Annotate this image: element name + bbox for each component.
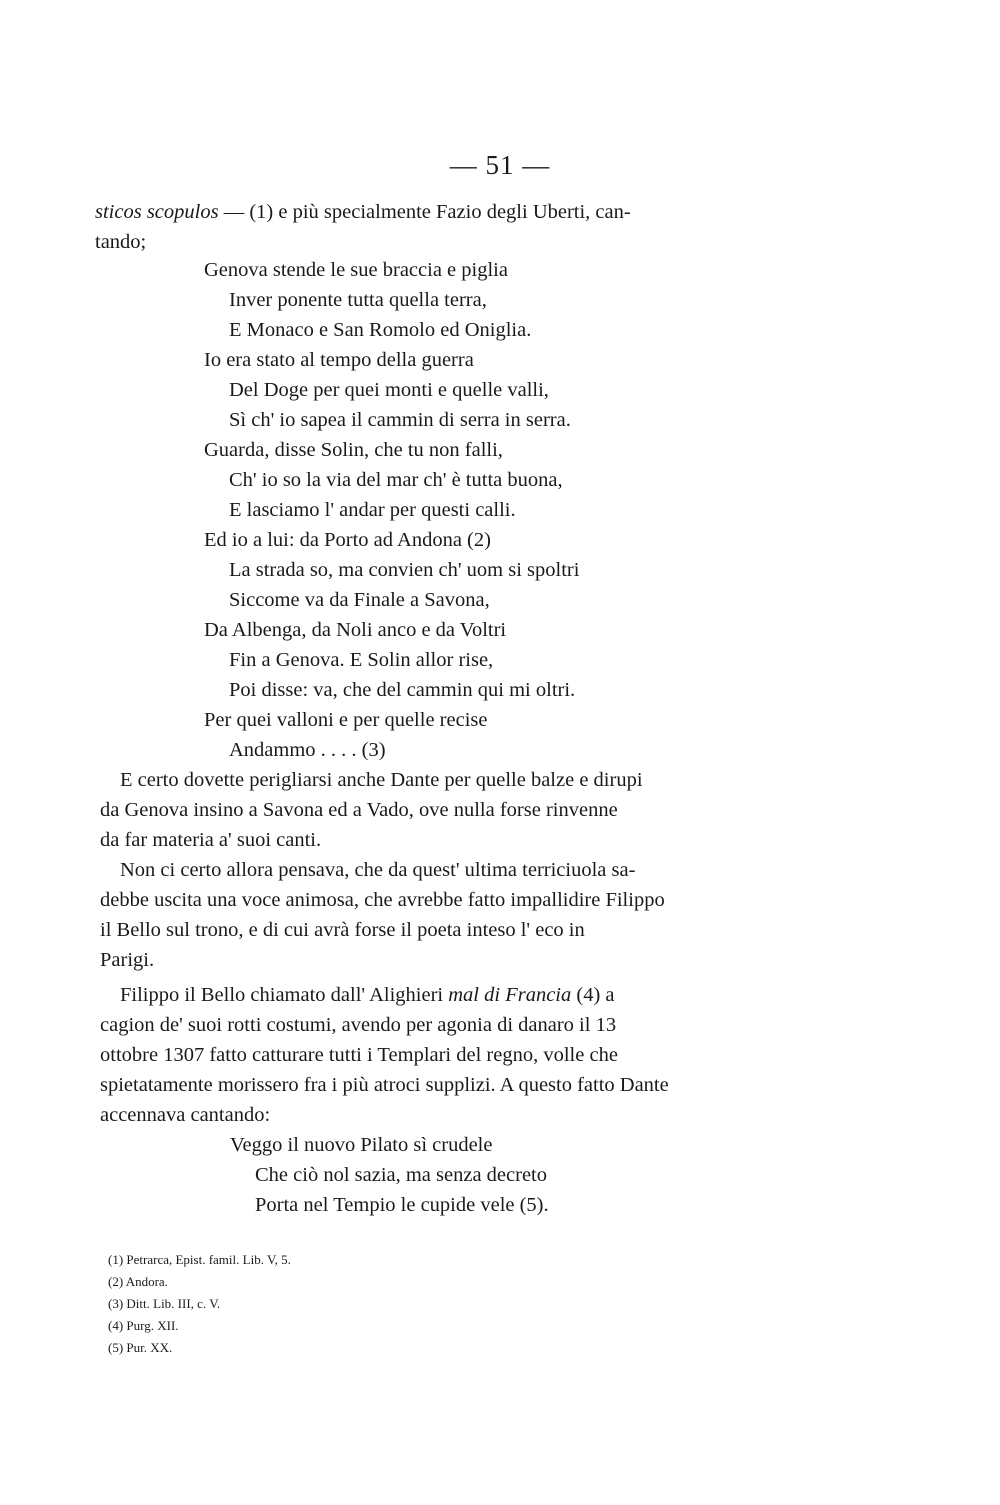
paragraph-line: accennava cantando: (100, 1104, 271, 1126)
intro-continuation: tando; (95, 231, 147, 253)
verse-line: Guarda, disse Solin, che tu non falli, (204, 439, 503, 461)
verse-line: Genova stende le sue braccia e piglia (204, 259, 508, 281)
paragraph-line: spietatamente morissero fra i più atroci supplizi. A questo fatto Dante (100, 1074, 669, 1096)
footnote: (3) Ditt. Lib. III, c. V. (108, 1296, 221, 1311)
intro-line (95, 202, 795, 223)
paragraph-italic: mal di Francia (448, 984, 572, 1006)
paragraph-line: ottobre 1307 fatto catturare tutti i Templari del regno, volle che (100, 1044, 618, 1066)
verse-line: Fin a Genova. E Solin allor rise, (229, 649, 494, 671)
verse-line: Sì ch' io sapea il cammin di serra in serra. (229, 409, 571, 431)
verse-line: Io era stato al tempo della guerra (204, 349, 474, 371)
paragraph-line (120, 985, 615, 1006)
paragraph-text: (4) a (571, 984, 615, 1006)
verse-line: Inver ponente tutta quella terra, (229, 289, 487, 311)
paragraph-line: il Bello sul trono, e di cui avrà forse il poeta inteso l' eco in (100, 919, 585, 941)
verse-line: La strada so, ma convien ch' uom si spoltri (229, 559, 580, 581)
verse-line: Poi disse: va, che del cammin qui mi oltri. (229, 679, 576, 701)
verse-line: Che ciò nol sazia, ma senza decreto (255, 1164, 547, 1186)
page-number: — 51 — (449, 150, 551, 180)
intro-italic: sticos scopulos (95, 201, 219, 223)
verse-line: Veggo il nuovo Pilato sì crudele (230, 1134, 493, 1156)
paragraph-line: debbe uscita una voce animosa, che avrebbe fatto impallidire Filippo (100, 889, 665, 911)
verse-line: Siccome va da Finale a Savona, (229, 589, 490, 611)
verse-line: Per quei valloni e per quelle recise (204, 709, 488, 731)
footnote: (5) Pur. XX. (108, 1340, 173, 1355)
paragraph-line: Parigi. (100, 949, 155, 971)
paragraph-line: Non ci certo allora pensava, che da quest' ultima terriciuola sa- (120, 859, 636, 881)
verse-line: Del Doge per quei monti e quelle valli, (229, 379, 549, 401)
verse-line: E lasciamo l' andar per questi calli. (229, 499, 516, 521)
verse-line: Porta nel Tempio le cupide vele (5). (255, 1194, 549, 1216)
verse-line: Ed io a lui: da Porto ad Andona (2) (204, 529, 491, 551)
verse-line: Da Albenga, da Noli anco e da Voltri (204, 619, 507, 641)
paragraph-line: da Genova insino a Savona ed a Vado, ove nulla forse rinvenne (100, 799, 618, 821)
verse-line: Andammo . . . . (3) (229, 739, 386, 761)
paragraph-line: da far materia a' suoi canti. (100, 829, 322, 851)
verse-line: E Monaco e San Romolo ed Oniglia. (229, 319, 532, 341)
intro-text: — (1) e più specialmente Fazio degli Uberti, can- (218, 201, 631, 223)
footnote: (2) Andora. (108, 1274, 168, 1289)
footnote: (1) Petrarca, Epist. famil. Lib. V, 5. (108, 1252, 291, 1267)
paragraph-line: E certo dovette perigliarsi anche Dante per quelle balze e dirupi (120, 769, 643, 791)
paragraph-text: Filippo il Bello chiamato dall' Alighieri (120, 984, 449, 1006)
paragraph-line: cagion de' suoi rotti costumi, avendo per agonia di danaro il 13 (100, 1014, 617, 1036)
footnote: (4) Purg. XII. (108, 1318, 179, 1333)
verse-line: Ch' io so la via del mar ch' è tutta buona, (229, 469, 563, 491)
